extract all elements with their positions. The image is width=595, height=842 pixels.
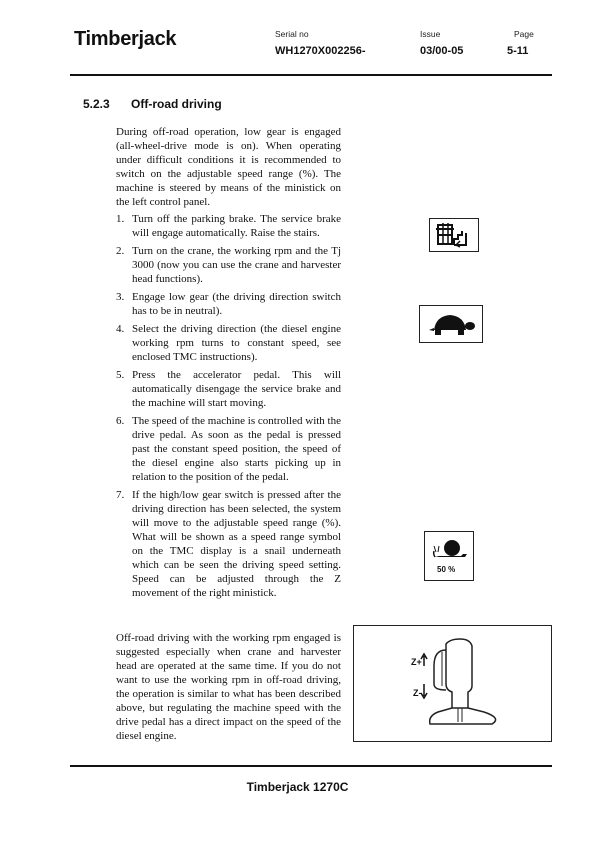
list-item: 7. If the high/low gear switch is pressed after the driving direction has been selected, the system will move to the adjustable speed range (%). What will be shown as a speed range symbol on the TMC display is a snail underneath which can be seen the driving speed setting. Speed can be adjusted through the Z movement of the right ministick. [116,489,341,599]
intro-paragraph: During off-road operation, low gear is engaged (all-wheel-drive mode is on). When operating under difficult conditions it is recommended to switch on the adjustable speed range (%). The machine is steered by means of the ministick on the left control panel. [116,126,341,208]
footer-rule [70,765,552,767]
serial-label: Serial no [275,29,309,39]
section-number: 5.2.3 [83,97,110,111]
header-rule [70,74,552,76]
footer-title: Timberjack 1270C [246,780,349,794]
list-item: 1. Turn off the parking brake. The service brake will engage automatically. Raise the stairs. [116,213,341,239]
brand-logo: Timberjack [74,28,177,50]
parking-brake-icon [429,218,479,252]
turtle-icon [419,305,483,343]
serial-value: WH1270X002256- [275,45,366,57]
snail-icon [424,531,474,581]
list-item: 4. Select the driving direction (the diesel engine working rpm turns to constant speed, see enclosed TMC instructions). [116,323,341,363]
outro-paragraph: Off-road driving with the working rpm engaged is suggested especially when crane and harvester head are operated at the same time. If you do not want to use the working rpm in off-road driving, the operation is similar to what has been described above, but regulating the machine speed with the drive pedal has a direct impact on the speed of the diesel engine. [116,632,341,742]
speed-percent-label: 50 % [437,565,456,574]
list-item: 5. Press the accelerator pedal. This will automatically disengage the service brake and the machine will start moving. [116,369,341,409]
z-plus-label: Z+ [411,657,422,667]
section-title: Off-road driving [131,97,222,111]
ministick-figure [353,625,552,742]
issue-label: Issue [420,29,441,39]
list-item: 3. Engage low gear (the driving direction switch has to be in neutral). [116,291,341,317]
list-item: 6. The speed of the machine is controlled with the drive pedal. As soon as the pedal is pressed past the constant speed position, the speed of the diesel engine also starts picking up in relation to the position of the pedal. [116,415,341,483]
section-heading [83,97,222,111]
steps-list [116,212,341,604]
issue-value: 03/00-05 [420,45,464,57]
page-label: Page [514,29,534,39]
list-item: 2. Turn on the crane, the working rpm and the Tj 3000 (now you can use the crane and harvester head functions). [116,245,341,285]
page-number: 5-11 [507,45,529,57]
z-minus-label: Z- [413,688,422,698]
